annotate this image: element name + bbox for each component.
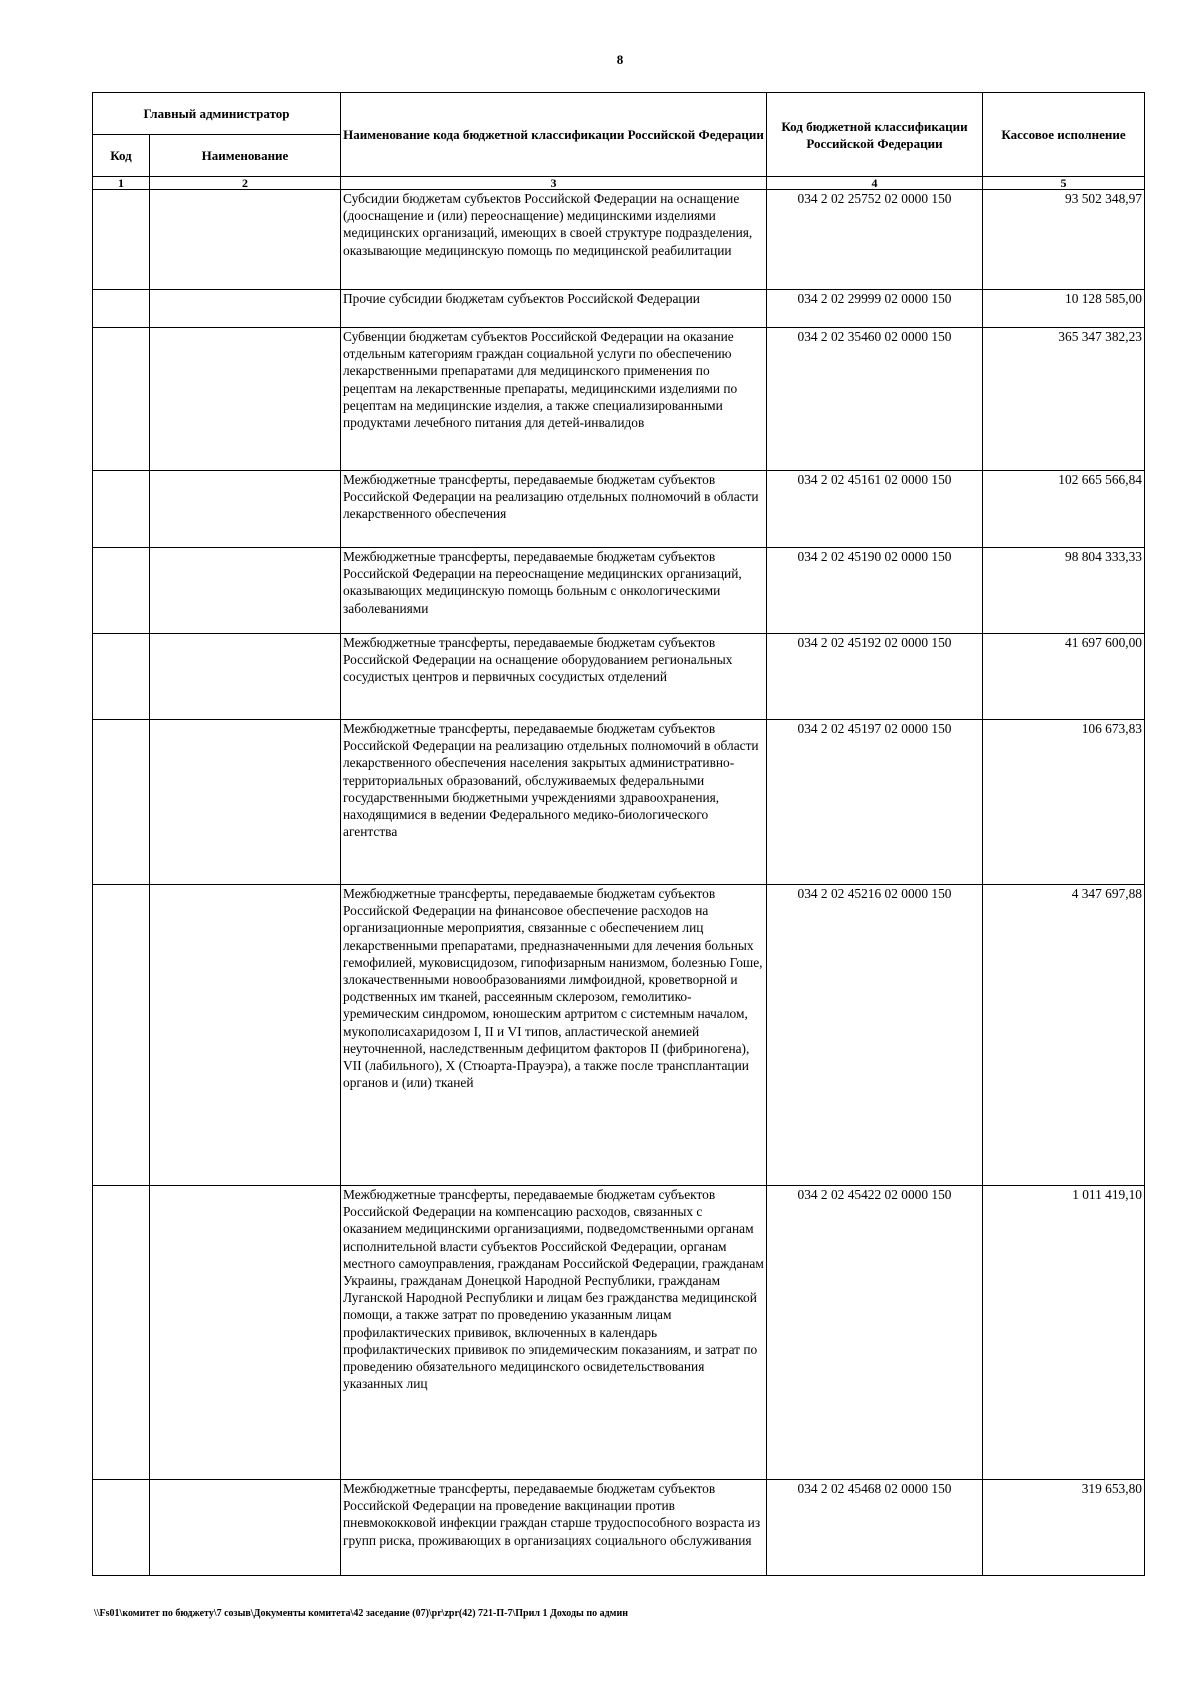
amount-cell: 41 697 600,00 [983, 634, 1145, 720]
table-row [93, 885, 1145, 1186]
kbk-name-cell: Межбюджетные трансферты, передаваемые бюджетам субъектов Российской Федерации на финансовое обеспечение расходов на организационные мероприятия, связанные с обеспечением лиц лекарственными препаратами, предназначенными для лечения больных гемофилией, муковисцидозом, гипофизарным нанизмом, болезнью Гоше, злокачественными новообразованиями лимфоидной, кроветворной и родственных им тканей, рассеянным склерозом, гемолитико-уремическим синдромом, юношеским артритом с системным началом, мукополисахаридозом I, II и VI типов, апластической анемией неуточненной, наследственным дефицитом факторов II (фибриногена), VII (лабильного), X (Стюарта-Прауэра), а также после трансплантации органов и (или) тканей [341, 885, 767, 1186]
kbk-name-cell: Межбюджетные трансферты, передаваемые бюджетам субъектов Российской Федерации на компенсацию расходов, связанных с оказанием медицинскими организациями, подведомственными органам исполнительной власти субъектов Российской Федерации, органам местного самоуправления, гражданам Российской Федерации, гражданам Украины, гражданам Донецкой Народной Республики, гражданам Луганской Народной Республики и лицам без гражданства медицинской помощи, а также затрат по проведению указанным лицам профилактических прививок, включенных в календарь профилактических прививок по эпидемическим показаниям, и затрат по проведению обязательного медицинского освидетельствования указанных лиц [341, 1186, 767, 1480]
kbk-name-cell: Межбюджетные трансферты, передаваемые бюджетам субъектов Российской Федерации на реализацию отдельных полномочий в области лекарственного обеспечения населения закрытых административно-территориальных образований, обслуживаемых федеральными государственными бюджетными учреждениями здравоохранения, находящимися в ведении Федерального медико-биологического агентства [341, 720, 767, 885]
column-number-row [93, 177, 1145, 190]
admin-code-cell [93, 471, 150, 548]
table-row [93, 548, 1145, 634]
admin-code-cell [93, 548, 150, 634]
table-row [93, 634, 1145, 720]
header-admin-name: Наименование [150, 135, 341, 177]
page-number: 8 [616, 52, 624, 67]
amount-cell: 106 673,83 [983, 720, 1145, 885]
kbk-code-cell: 034 2 02 45190 02 0000 150 [767, 548, 983, 634]
kbk-code-cell: 034 2 02 45192 02 0000 150 [767, 634, 983, 720]
kbk-code-cell: 034 2 02 25752 02 0000 150 [767, 190, 983, 290]
admin-name-cell [150, 290, 341, 328]
admin-code-cell [93, 190, 150, 290]
table-row [93, 1480, 1145, 1576]
table-row [93, 190, 1145, 290]
admin-code-cell [93, 328, 150, 471]
column-number: 4 [767, 177, 983, 190]
admin-code-cell [93, 885, 150, 1186]
admin-name-cell [150, 634, 341, 720]
kbk-code-cell: 034 2 02 45422 02 0000 150 [767, 1186, 983, 1480]
admin-name-cell [150, 548, 341, 634]
column-number: 1 [93, 177, 150, 190]
admin-name-cell [150, 1186, 341, 1480]
admin-name-cell [150, 190, 341, 290]
admin-name-cell [150, 1480, 341, 1576]
kbk-name-cell: Субвенции бюджетам субъектов Российской Федерации на оказание отдельным категориям граждан социальной услуги по обеспечению лекарственными препаратами для медицинского применения по рецептам на лекарственные препараты, медицинскими изделиями по рецептам на медицинские изделия, а также специализированными продуктами лечебного питания для детей-инвалидов [341, 328, 767, 471]
admin-name-cell [150, 885, 341, 1186]
header-cash-execution: Кассовое исполнение [983, 93, 1145, 177]
column-number: 5 [983, 177, 1145, 190]
kbk-name-cell: Межбюджетные трансферты, передаваемые бюджетам субъектов Российской Федерации на проведение вакцинации против пневмококковой инфекции граждан старше трудоспособного возраста из групп риска, проживающих в организациях социального обслуживания [341, 1480, 767, 1576]
kbk-code-cell: 034 2 02 29999 02 0000 150 [767, 290, 983, 328]
kbk-code-cell: 034 2 02 35460 02 0000 150 [767, 328, 983, 471]
kbk-code-cell: 034 2 02 45197 02 0000 150 [767, 720, 983, 885]
table-row [93, 328, 1145, 471]
admin-code-cell [93, 1186, 150, 1480]
admin-code-cell [93, 634, 150, 720]
admin-code-cell [93, 1480, 150, 1576]
admin-name-cell [150, 720, 341, 885]
admin-name-cell [150, 471, 341, 548]
header-kbk-name: Наименование кода бюджетной классификации Российской Федерации [341, 93, 767, 177]
admin-code-cell [93, 720, 150, 885]
kbk-name-cell: Прочие субсидии бюджетам субъектов Российской Федерации [341, 290, 767, 328]
file-path-footer: \\Fs01\комитет по бюджету\7 созыв\Документы комитета\42 заседание (07)\pr\zpr(42) 721-П-7\Прил 1 Доходы по админ [94, 1608, 628, 1619]
header-main-administrator: Главный администратор [93, 93, 341, 135]
kbk-code-cell: 034 2 02 45216 02 0000 150 [767, 885, 983, 1186]
amount-cell: 319 653,80 [983, 1480, 1145, 1576]
table-row [93, 471, 1145, 548]
amount-cell: 98 804 333,33 [983, 548, 1145, 634]
amount-cell: 1 011 419,10 [983, 1186, 1145, 1480]
amount-cell: 102 665 566,84 [983, 471, 1145, 548]
table-row [93, 290, 1145, 328]
header-kbk-code: Код бюджетной классификации Российской Федерации [767, 93, 983, 177]
column-number: 3 [341, 177, 767, 190]
kbk-name-cell: Межбюджетные трансферты, передаваемые бюджетам субъектов Российской Федерации на переоснащение медицинских организаций, оказывающих медицинскую помощь больным с онкологическими заболеваниями [341, 548, 767, 634]
admin-name-cell [150, 328, 341, 471]
budget-revenue-table [92, 92, 1145, 1576]
kbk-name-cell: Межбюджетные трансферты, передаваемые бюджетам субъектов Российской Федерации на оснащение оборудованием региональных сосудистых центров и первичных сосудистых отделений [341, 634, 767, 720]
amount-cell: 93 502 348,97 [983, 190, 1145, 290]
amount-cell: 10 128 585,00 [983, 290, 1145, 328]
table-row [93, 1186, 1145, 1480]
table-row [93, 720, 1145, 885]
amount-cell: 4 347 697,88 [983, 885, 1145, 1186]
kbk-name-cell: Субсидии бюджетам субъектов Российской Федерации на оснащение (дооснащение и (или) переоснащение) медицинскими изделиями медицинских организаций, имеющих в своей структуре подразделения, оказывающие медицинскую помощь по медицинской реабилитации [341, 190, 767, 290]
kbk-code-cell: 034 2 02 45161 02 0000 150 [767, 471, 983, 548]
column-number: 2 [150, 177, 341, 190]
header-admin-code: Код [93, 135, 150, 177]
admin-code-cell [93, 290, 150, 328]
amount-cell: 365 347 382,23 [983, 328, 1145, 471]
kbk-name-cell: Межбюджетные трансферты, передаваемые бюджетам субъектов Российской Федерации на реализацию отдельных полномочий в области лекарственного обеспечения [341, 471, 767, 548]
kbk-code-cell: 034 2 02 45468 02 0000 150 [767, 1480, 983, 1576]
